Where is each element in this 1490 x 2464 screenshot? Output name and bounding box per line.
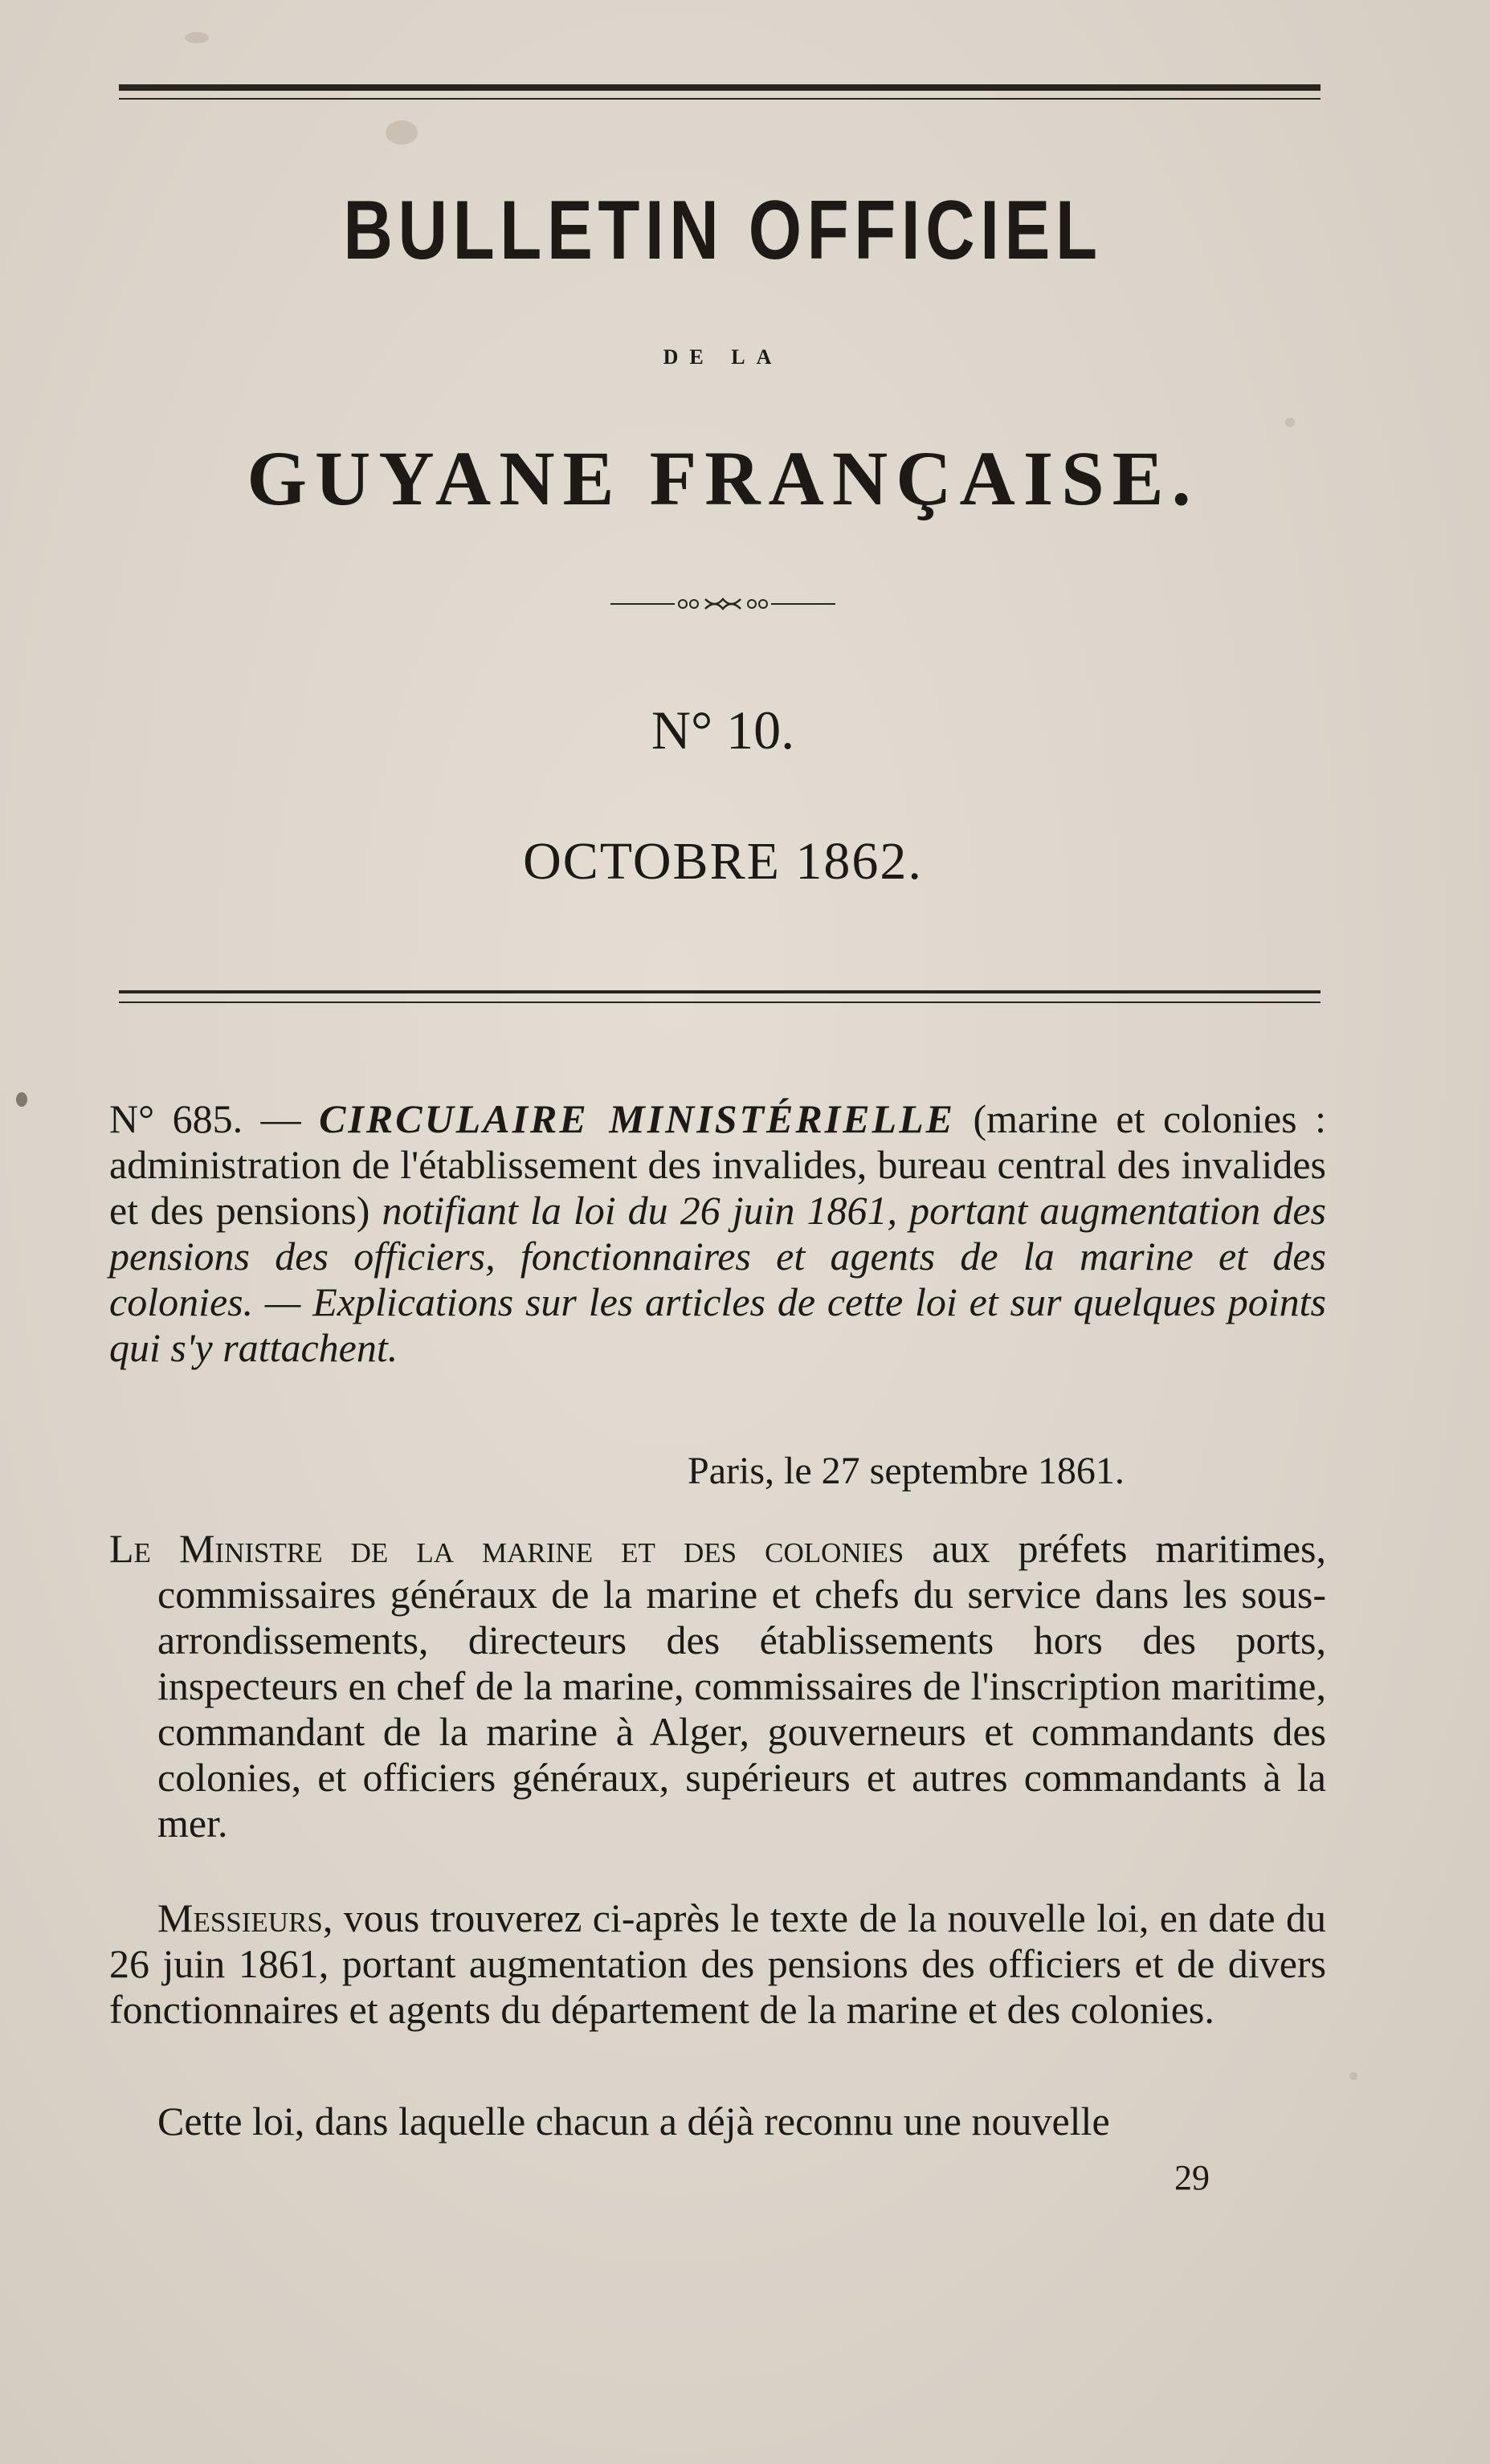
paragraph-1 xyxy=(109,1895,1326,2033)
dateline: Paris, le 27 septembre 1861. xyxy=(688,1450,1125,1492)
salutation: Messieurs, xyxy=(157,1895,333,1940)
title-bulletin-officiel: BULLETIN OFFICIEL xyxy=(343,184,1103,277)
paragraph-1-text: vous trouverez ci-après le texte de la nouvelle loi, en date du 26 juin 1861, portant augmentation des pensions des officiers et de divers fonctionnaires et agents du département de la marine et des colonies. xyxy=(109,1895,1327,2032)
ornament-divider xyxy=(610,594,835,614)
middle-rule-2 xyxy=(119,1002,1321,1003)
page-number: 29 xyxy=(1174,2158,1210,2197)
issue-date: OCTOBRE 1862. xyxy=(523,832,923,891)
addressee-caps: Le Ministre de la marine et des colonies xyxy=(109,1526,904,1571)
title-connector: DE LA xyxy=(663,345,783,369)
addressee-rest: aux préfets maritimes, commissaires généraux de la marine et chefs du service dans les sous-arrondissements, directeurs des établissements hors des ports, inspecteurs en chef de la marine, commissaires de l'inscription maritime, commandant de la marine à Alger, gouverneurs et commandants des colonies, et officiers généraux, supérieurs et autres commandants à la mer. xyxy=(157,1526,1327,1846)
issue-number: N° 10. xyxy=(651,700,795,761)
article-subject: notifiant la loi du 26 juin 1861, portant augmentation des pensions des officiers, fonctionnaires et agents de la marine et des colonies. — Explications sur les articles de cette loi et sur quelques points qui s'y rattachent. xyxy=(109,1188,1326,1370)
title-guyane-francaise: GUYANE FRANÇAISE. xyxy=(247,435,1199,521)
paragraph-2: Cette loi, dans laquelle chacun a déjà reconnu une nouvelle xyxy=(157,2099,1110,2144)
article-number: N° 685. — xyxy=(109,1096,301,1141)
article-heading-rest: (marine et colonies : administration de l'établissement des invalides, bureau central des invalides et des pensions) xyxy=(109,1096,1326,1233)
article-heading: CIRCULAIRE MINISTÉRIELLE xyxy=(319,1096,955,1141)
top-rule-thick xyxy=(119,84,1321,91)
article-header xyxy=(109,1096,1326,1371)
top-rule-thin xyxy=(119,98,1321,100)
addressee-paragraph xyxy=(109,1526,1326,1846)
middle-rule-1 xyxy=(119,990,1321,993)
